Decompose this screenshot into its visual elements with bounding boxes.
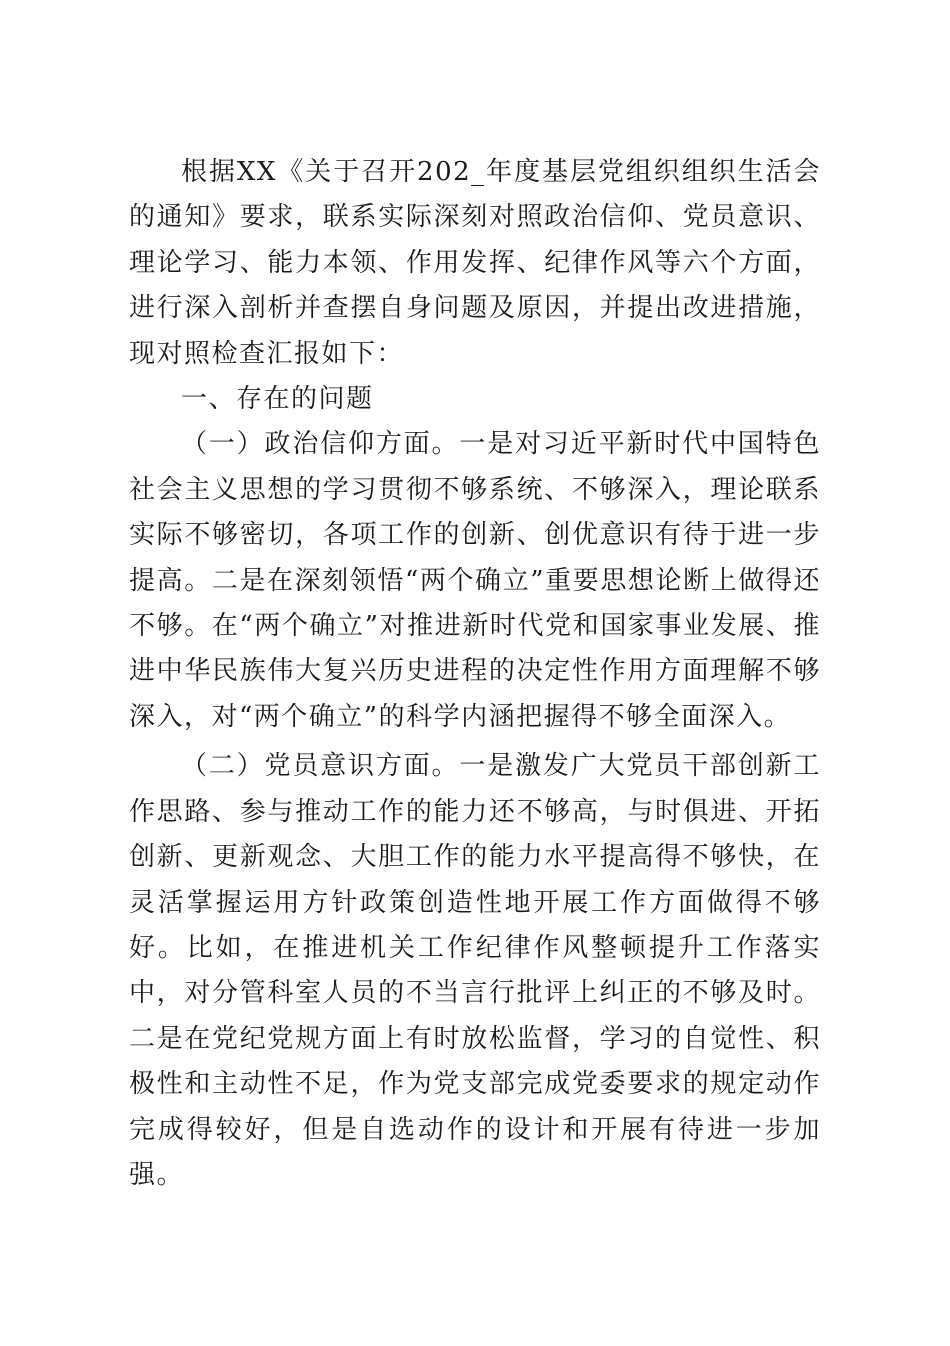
intro-paragraph: 根据XX《关于召开202_年度基层党组织组织生活会的通知》要求，联系实际深刻对照政治信仰、党员意识、理论学习、能力本领、作用发挥、纪律作风等六个方面，进行深入剖析并查摆自身问题及原因，并提出改进措施，现对照检查汇报如下： bbox=[129, 157, 821, 369]
party-awareness-paragraph: （二）党员意识方面。一是激发广大党员干部创新工作思路、参与推动工作的能力还不够高，与时俱进、开拓创新、更新观念、大胆工作的能力水平提高得不够快，在灵活掌握运用方针政策创造性地开展工作方面做得不够好。比如，在推进机关工作纪律作风整顿提升工作落实中，对分管科室人员的不当言行批评上纠正的不够及时。二是在党纪党规方面上有时放松监督，学习的自觉性、积极性和主动性不足，作为党支部完成党委要求的规定动作完成得较好，但是自选动作的设计和开展有待进一步加强。 bbox=[129, 751, 821, 1190]
political-belief-paragraph: （一）政治信仰方面。一是对习近平新时代中国特色社会主义思想的学习贯彻不够系统、不够深入，理论联系实际不够密切，各项工作的创新、创优意识有待于进一步提高。二是在深刻领悟“两个确立”重要思想论断上做得还不够。在“两个确立”对推进新时代党和国家事业发展、推进中华民族伟大复兴历史进程的决定性作用方面理解不够深入，对“两个确立”的科学内涵把握得不够全面深入。 bbox=[129, 429, 821, 732]
document-body bbox=[129, 150, 821, 1198]
section-heading-problems: 一、存在的问题 bbox=[181, 384, 374, 415]
